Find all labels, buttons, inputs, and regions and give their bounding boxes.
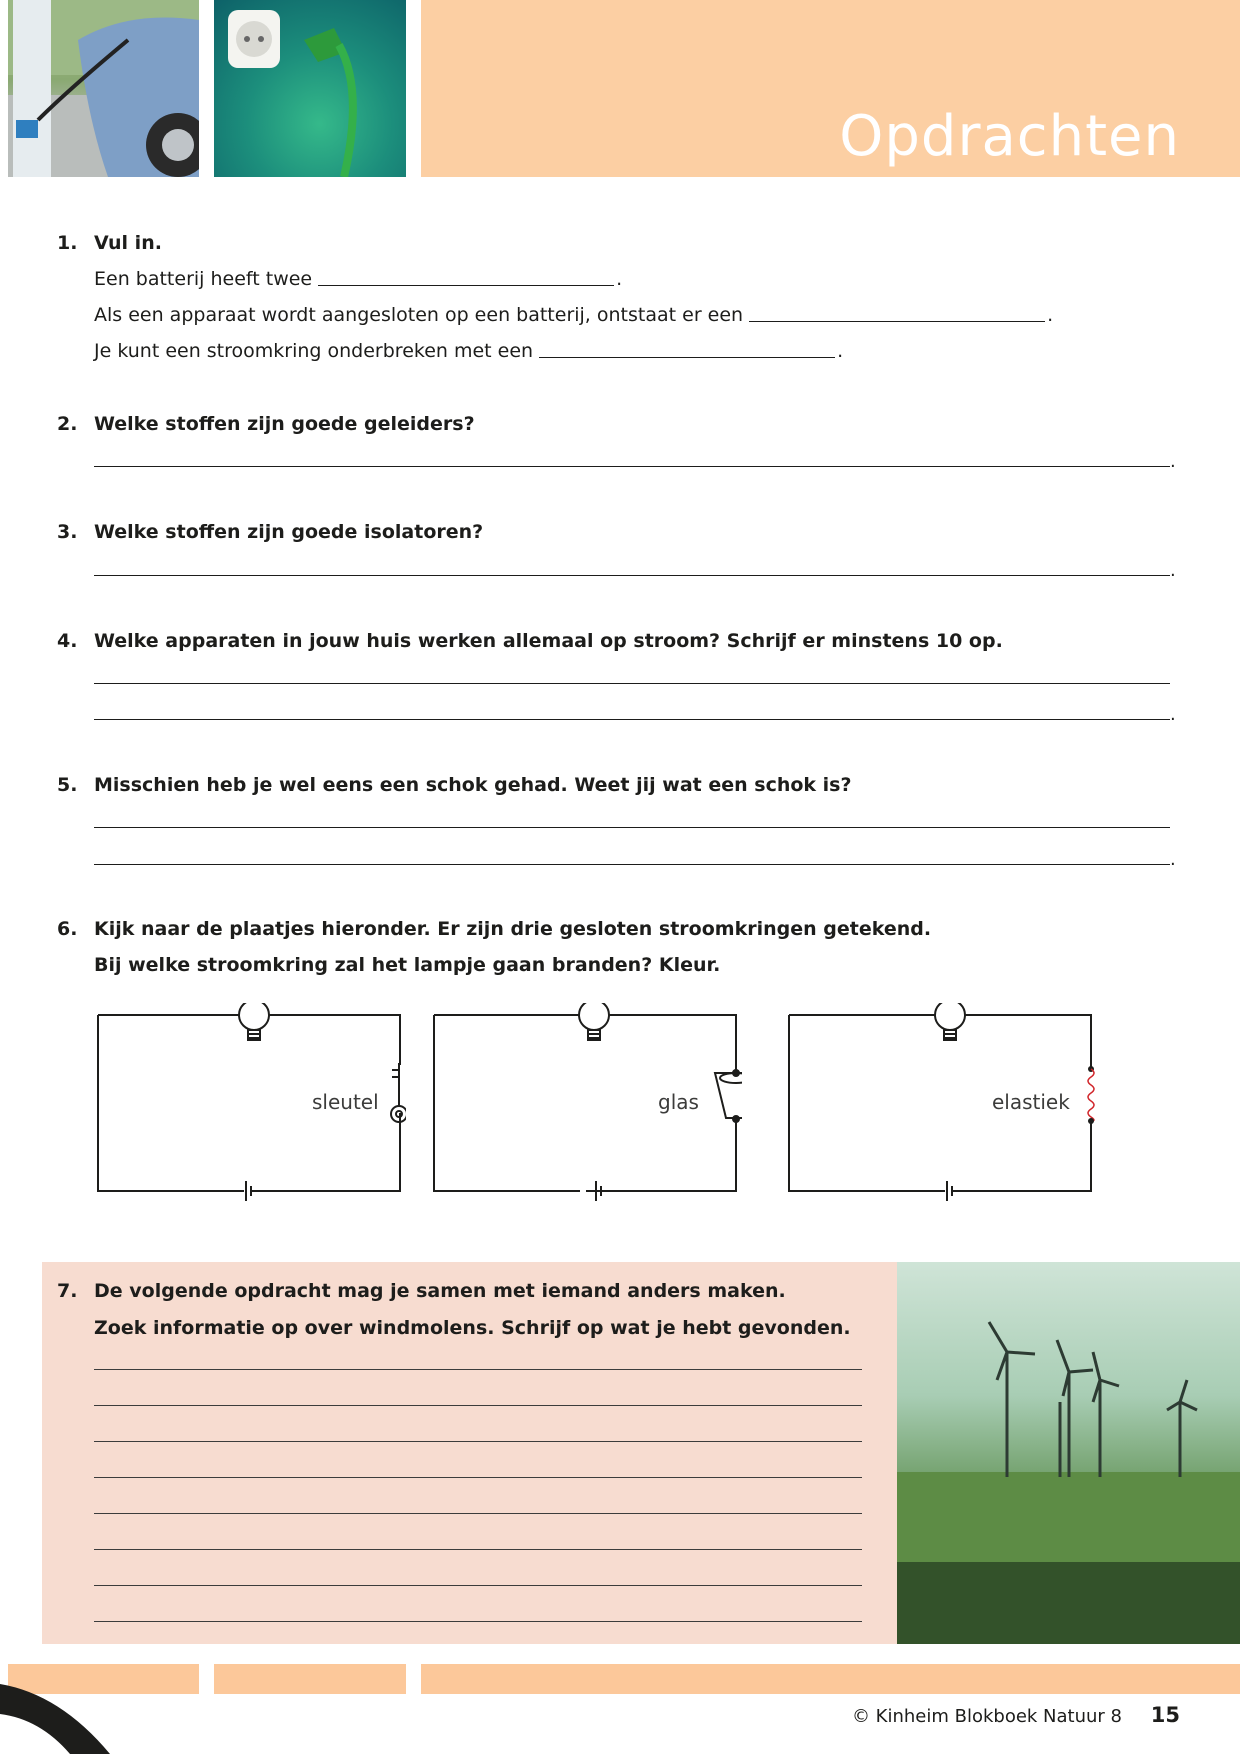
answer-line[interactable] — [94, 827, 1170, 828]
rubber-band-icon — [1088, 1066, 1094, 1124]
answer-line[interactable] — [94, 719, 1170, 720]
question-3-title: Welke stoffen zijn goede isolatoren? — [94, 521, 484, 543]
page-title: Opdrachten — [839, 104, 1180, 169]
period: . — [616, 268, 623, 290]
question-1-line-2 — [94, 304, 1053, 326]
answer-line[interactable] — [94, 683, 1170, 684]
period: . — [1047, 304, 1054, 326]
footer-bar — [214, 1664, 406, 1694]
answer-line[interactable] — [94, 1621, 862, 1622]
question-6-number: 6. — [57, 918, 78, 940]
light-bulb-icon — [579, 1003, 609, 1040]
answer-line[interactable] — [94, 1369, 862, 1370]
question-7-title-line-2: Zoek informatie op over windmolens. Schrijf op wat je hebt gevonden. — [94, 1317, 851, 1339]
question-1-line-1-text: Een batterij heeft twee — [94, 268, 313, 290]
power-plug-socket-photo — [214, 0, 406, 177]
period: . — [1170, 849, 1176, 870]
answer-line[interactable] — [94, 1405, 862, 1406]
answer-line[interactable] — [94, 1549, 862, 1550]
electric-car-charging-photo — [8, 0, 199, 177]
question-4-number: 4. — [57, 630, 78, 652]
period: . — [1170, 704, 1176, 725]
key-icon — [391, 1063, 406, 1122]
glass-icon — [715, 1070, 742, 1122]
question-7-title-line-1: De volgende opdracht mag je samen met iemand anders maken. — [94, 1280, 786, 1302]
period: . — [837, 340, 844, 362]
light-bulb-icon — [935, 1003, 965, 1040]
question-1-line-3 — [94, 340, 843, 362]
circuit-label: elastiek — [992, 1090, 1070, 1114]
circuit-key[interactable] — [96, 1003, 406, 1203]
question-2-number: 2. — [57, 413, 78, 435]
question-5-title: Misschien heb je wel eens een schok gehad. Weet jij wat een schok is? — [94, 774, 852, 796]
circuit-glass[interactable] — [432, 1003, 742, 1203]
answer-line[interactable] — [94, 575, 1170, 576]
answer-line[interactable] — [94, 1513, 862, 1514]
circuit-label: glas — [658, 1090, 699, 1114]
light-bulb-icon — [239, 1003, 269, 1040]
cable-decoration — [0, 1664, 120, 1754]
period: . — [1170, 560, 1176, 581]
footer-credit: © Kinheim Blokboek Natuur 8 — [851, 1706, 1122, 1727]
footer-bar — [421, 1664, 1240, 1694]
wind-turbines-photo — [897, 1262, 1240, 1644]
answer-line[interactable] — [94, 1441, 862, 1442]
question-1-number: 1. — [57, 232, 78, 254]
question-1-title: Vul in. — [94, 232, 162, 254]
circuit-rubber-band[interactable] — [787, 1003, 1097, 1203]
question-4-title: Welke apparaten in jouw huis werken allemaal op stroom? Schrijf er minstens 10 op. — [94, 630, 1003, 652]
question-2-title: Welke stoffen zijn goede geleiders? — [94, 413, 475, 435]
circuit-label: sleutel — [312, 1090, 379, 1114]
question-1-line-3-text: Je kunt een stroomkring onderbreken met een — [94, 340, 534, 362]
answer-blank[interactable] — [539, 353, 835, 358]
answer-line[interactable] — [94, 864, 1170, 865]
answer-line[interactable] — [94, 1585, 862, 1586]
answer-blank[interactable] — [749, 317, 1045, 322]
question-1-line-2-text: Als een apparaat wordt aangesloten op een batterij, ontstaat er een — [94, 304, 744, 326]
question-7-number: 7. — [57, 1280, 78, 1302]
answer-line[interactable] — [94, 466, 1170, 467]
answer-line[interactable] — [94, 1477, 862, 1478]
page-number: 15 — [1150, 1703, 1180, 1727]
question-6-title-line-2: Bij welke stroomkring zal het lampje gaan branden? Kleur. — [94, 954, 721, 976]
answer-blank[interactable] — [318, 281, 614, 286]
period: . — [1170, 451, 1176, 472]
question-3-number: 3. — [57, 521, 78, 543]
question-5-number: 5. — [57, 774, 78, 796]
question-1-line-1 — [94, 268, 622, 290]
question-6-title-line-1: Kijk naar de plaatjes hieronder. Er zijn drie gesloten stroomkringen getekend. — [94, 918, 932, 940]
title-band — [421, 0, 1240, 177]
